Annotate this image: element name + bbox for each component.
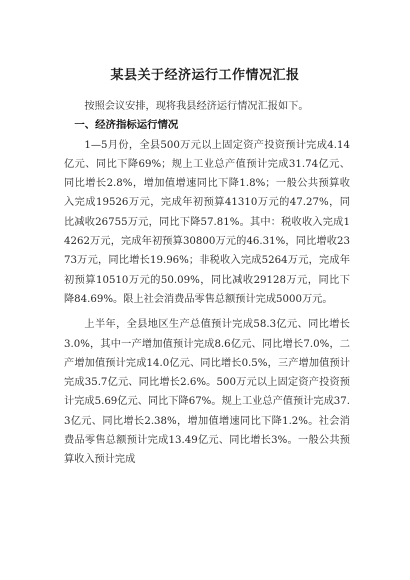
section-heading-economic-indicators: 一、经济指标运行情况 — [74, 119, 179, 132]
document-title: 某县关于经济运行工作情况汇报 — [110, 68, 300, 83]
paragraph-jan-may: 1—5月份，全县500万元以上固定资产投资预计完成4.14亿元、同比下降69%；规上工业总产值预计完成31.74亿元、同比增长2.8%，增加值增速同比下降1.8%；一般公共预算收入完成19526万元，完成年初预算41310万元的47.27%，同比减收26755万元，同比下降57.81%。其中：税收收入完成14262万元，完成年初预算30800万元的46.31%，同比增收2373万元，同比增长19.96%；非税收入完成5264万元，完成年初预算10510万元的50.09%，同比减收29128万元，同比下降84.69%。限上社会消费品零售总额预计完成5000万元。 — [64, 139, 350, 305]
paragraph-first-half: 上半年，全县地区生产总值预计完成58.3亿元、同比增长3.0%，其中一产增加值预计完成8.6亿元、同比增长7.0%，二产增加值预计完成14.0亿元、同比增长0.5%，三产增加值预计完成35.7亿元、同比增长2.6%。500万元以上固定资产投资预计完成5.69亿元、同比下降67%。规上工业总产值预计完成37.3亿元、同比增长2.38%，增加值增速同比下降1.2%。社会消费品零售总额预计完成13.49亿元、同比增长3%。一般公共预算收入预计完成 — [64, 319, 350, 466]
intro-paragraph: 按照会议安排，现将我县经济运行情况汇报如下。 — [84, 101, 309, 112]
document-body — [64, 97, 350, 470]
